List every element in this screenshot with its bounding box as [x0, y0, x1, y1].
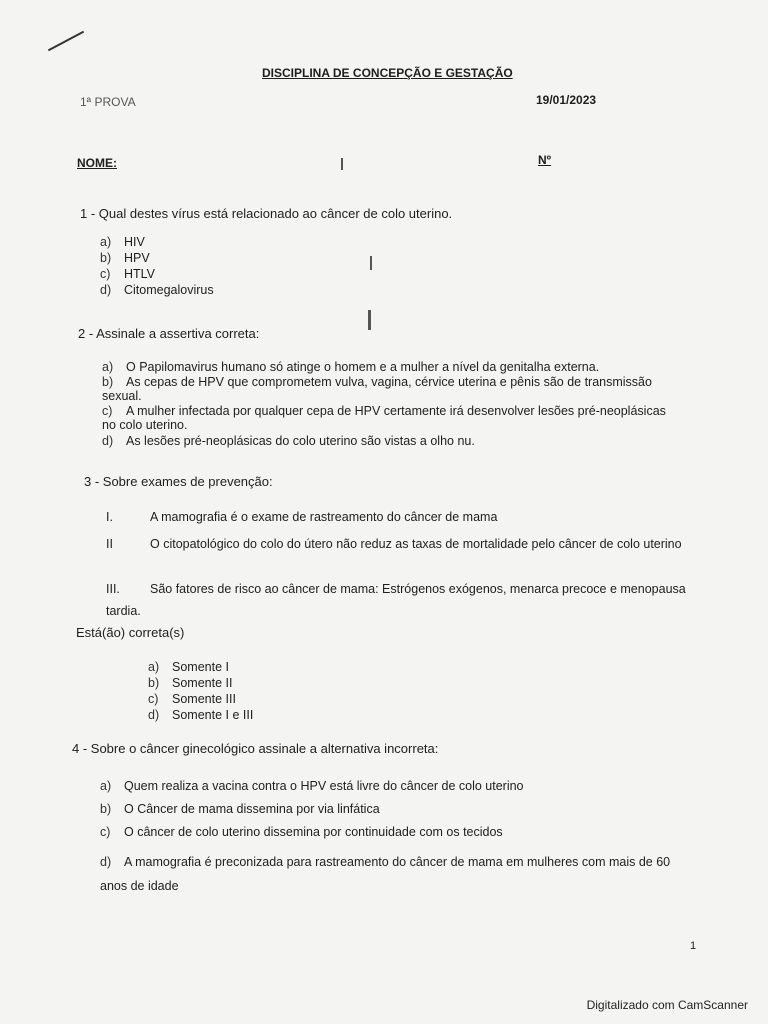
q4-option-a — [100, 779, 524, 793]
q2-option-a — [102, 360, 672, 374]
q1-option-c — [100, 267, 155, 281]
q3-option-d — [148, 708, 253, 722]
document-title: DISCIPLINA DE CONCEPÇÃO E GESTAÇÃO — [262, 66, 513, 80]
option-text: Quem realiza a vacina contra o HPV está livre do câncer de colo uterino — [124, 779, 524, 793]
q2-option-b — [102, 375, 672, 403]
q4-option-d — [100, 850, 680, 898]
scanner-watermark: Digitalizado com CamScanner — [586, 998, 748, 1012]
q3-statement-1 — [106, 510, 686, 524]
option-mark: c) — [148, 692, 159, 706]
option-text: O Câncer de mama dissemina por via linfática — [124, 802, 380, 816]
option-text: Somente I e III — [172, 708, 254, 722]
q1-option-a — [100, 235, 145, 249]
exam-label: 1ª PROVA — [80, 95, 136, 109]
q3-option-c — [148, 692, 236, 706]
name-label: NOME: — [77, 156, 117, 170]
scan-speck — [368, 310, 371, 330]
option-mark: d) — [100, 855, 112, 869]
option-text: As lesões pré-neoplásicas do colo uterino são vistas a olho nu. — [126, 434, 475, 448]
option-text: Somente I — [172, 660, 229, 674]
q3-option-a — [148, 660, 229, 674]
option-text: HPV — [124, 251, 150, 265]
q2-option-c — [102, 404, 672, 432]
option-text: Somente II — [172, 676, 233, 690]
scan-speck — [370, 256, 372, 270]
option-text: Citomegalovirus — [124, 283, 214, 297]
q3-prompt: Está(ão) correta(s) — [76, 625, 185, 640]
pen-stroke — [48, 31, 84, 52]
option-mark: b) — [148, 676, 160, 690]
option-mark: a) — [100, 779, 112, 793]
q3-statement-3 — [106, 578, 686, 622]
option-text: O câncer de colo uterino dissemina por continuidade com os tecidos — [124, 825, 503, 839]
question-1-stem: 1 - Qual destes vírus está relacionado ao câncer de colo uterino. — [80, 206, 453, 221]
q3-statement-2 — [106, 533, 686, 555]
option-mark: a) — [100, 235, 112, 249]
option-mark: d) — [100, 283, 112, 297]
q4-option-b — [100, 802, 380, 816]
option-text: HIV — [124, 235, 145, 249]
question-3-stem: 3 - Sobre exames de prevenção: — [84, 474, 273, 489]
option-text: Somente III — [172, 692, 236, 706]
q1-option-d — [100, 283, 214, 297]
option-mark: c) — [100, 267, 111, 281]
option-mark: a) — [102, 360, 114, 374]
option-mark: d) — [148, 708, 160, 722]
q4-option-c — [100, 825, 503, 839]
number-label: Nº — [538, 153, 552, 167]
option-mark: c) — [102, 404, 113, 418]
statement-mark: III. — [106, 582, 120, 596]
option-text: A mamografia é preconizada para rastreamento do câncer de mama em mulheres com mais de 60 anos de idade — [100, 855, 671, 893]
option-mark: d) — [102, 434, 114, 448]
question-4-stem: 4 - Sobre o câncer ginecológico assinale a alternativa incorreta: — [72, 741, 439, 756]
option-mark: b) — [100, 802, 112, 816]
option-mark: b) — [100, 251, 112, 265]
option-text: O Papilomavirus humano só atinge o homem e a mulher a nível da genitalha externa. — [126, 360, 600, 374]
option-text: As cepas de HPV que comprometem vulva, vagina, cérvice uterina e pênis são de transmissão sexual. — [102, 375, 652, 403]
page-number: 1 — [690, 940, 697, 952]
option-text: A mulher infectada por qualquer cepa de HPV certamente irá desenvolver lesões pré-neoplásicas no colo uterino. — [102, 404, 666, 432]
exam-date: 19/01/2023 — [536, 93, 597, 107]
scan-speck — [341, 158, 343, 170]
option-mark: c) — [100, 825, 111, 839]
question-2-stem: 2 - Assinale a assertiva correta: — [78, 326, 260, 341]
option-mark: a) — [148, 660, 160, 674]
q2-option-d — [102, 434, 672, 448]
q1-option-b — [100, 251, 150, 265]
option-mark: b) — [102, 375, 114, 389]
q3-option-b — [148, 676, 232, 690]
statement-mark: II — [106, 537, 113, 551]
option-text: HTLV — [124, 267, 156, 281]
statement-mark: I. — [106, 510, 113, 524]
statement-text: São fatores de risco ao câncer de mama: Estrógenos exógenos, menarca precoce e menopausa tardia. — [106, 582, 686, 618]
statement-text: A mamografia é o exame de rastreamento do câncer de mama — [150, 510, 498, 524]
statement-text: O citopatológico do colo do útero não reduz as taxas de mortalidade pelo câncer de colo uterino — [150, 537, 682, 551]
